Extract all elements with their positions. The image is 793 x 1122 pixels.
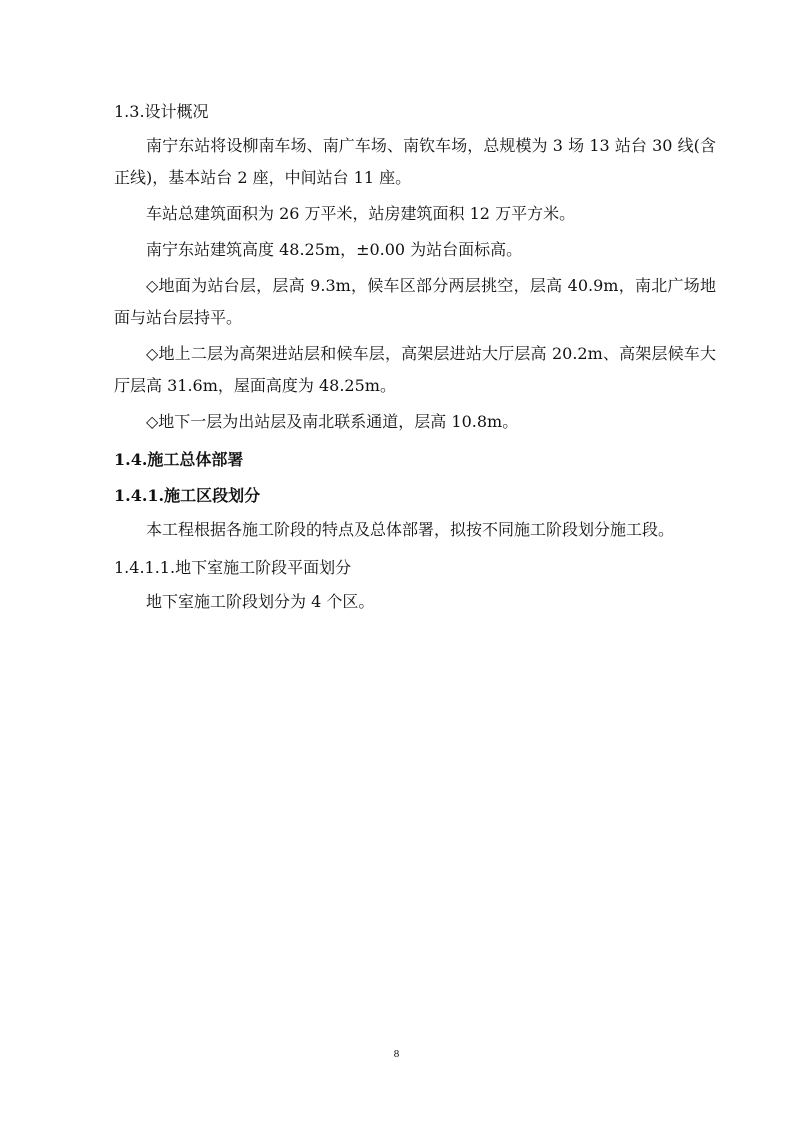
document-body (114, 94, 716, 622)
section-heading-1-3: 1.3.设计概况 (114, 102, 209, 121)
paragraph-second-floor: ◇地上二层为高架进站层和候车层，高架层进站大厅层高 20.2m、高架层候车大厅层高 31.6m，屋面高度为 48.25m。 (114, 344, 716, 395)
paragraph-building-height: 南宁东站建筑高度 48.25m，±0.00 为站台面标高。 (146, 240, 523, 259)
section-heading-1-4-1-1: 1.4.1.1.地下室施工阶段平面划分 (114, 558, 352, 577)
section-heading-1-4: 1.4.施工总体部署 (114, 450, 244, 469)
section-heading-1-4-1: 1.4.1.施工区段划分 (114, 486, 261, 505)
paragraph-building-area: 车站总建筑面积为 26 万平米，站房建筑面积 12 万平方米。 (146, 204, 576, 223)
paragraph-construction-division: 本工程根据各施工阶段的特点及总体部署，拟按不同施工阶段划分施工段。 (146, 520, 675, 539)
paragraph-basement-zones: 地下室施工阶段划分为 4 个区。 (146, 592, 375, 611)
paragraph-station-scale: 南宁东站将设柳南车场、南广车场、南钦车场，总规模为 3 场 13 站台 30 线(含正线)，基本站台 2 座，中间站台 11 座。 (114, 136, 716, 187)
paragraph-basement-floor: ◇地下一层为出站层及南北联系通道，层高 10.8m。 (146, 412, 519, 431)
page-number: 8 (393, 1048, 400, 1060)
paragraph-ground-floor: ◇地面为站台层，层高 9.3m，候车区部分两层挑空，层高 40.9m，南北广场地面与站台层持平。 (114, 276, 716, 327)
